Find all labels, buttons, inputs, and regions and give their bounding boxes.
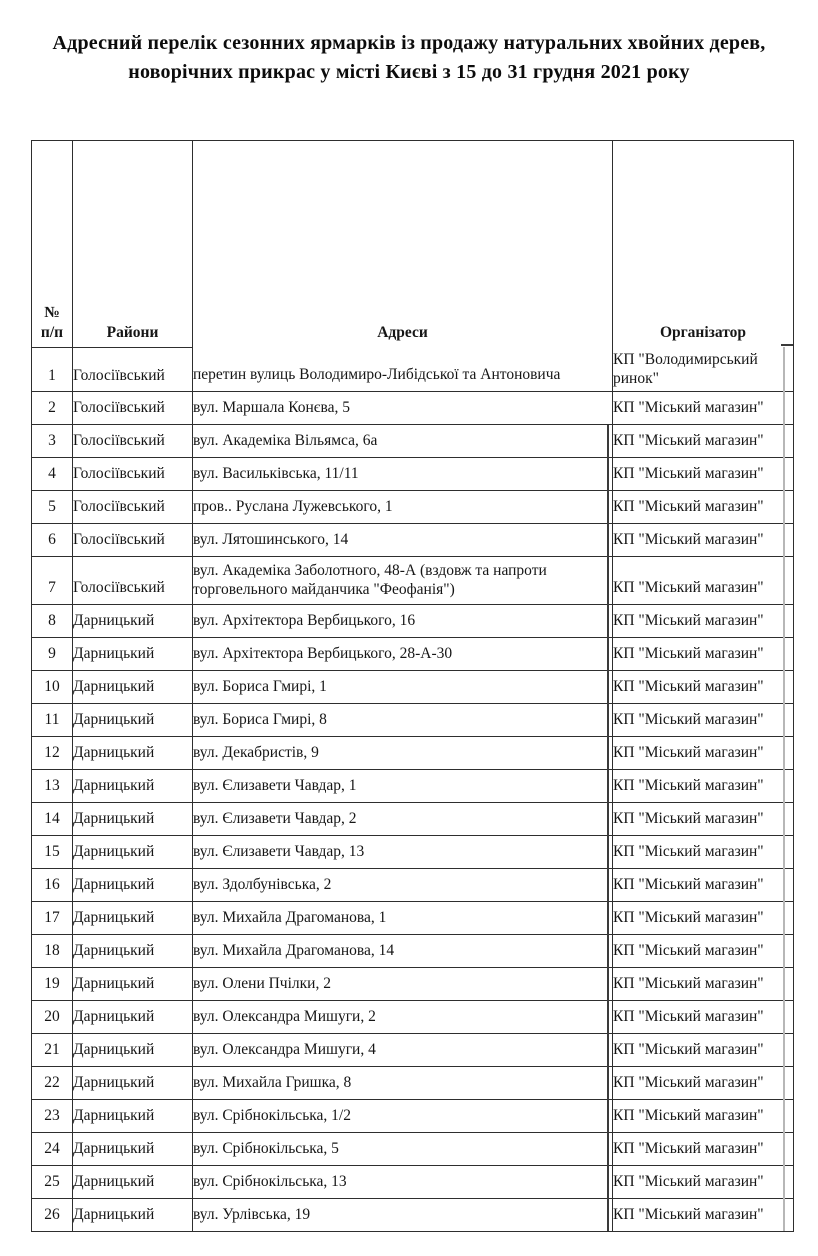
address-cell: вул. Маршала Конєва, 5 xyxy=(193,392,613,425)
row-number-cell: 25 xyxy=(32,1166,73,1199)
address-cell: вул. Васильківська, 11/11 xyxy=(193,458,613,491)
organizer-cell: КП "Міський магазин" xyxy=(613,1133,794,1166)
row-number-cell: 1 xyxy=(32,348,73,392)
district-cell: Дарницький xyxy=(73,770,193,803)
district-cell: Голосіївський xyxy=(73,458,193,491)
header-organizer: Організатор xyxy=(613,141,794,348)
district-cell: Дарницький xyxy=(73,1001,193,1034)
district-cell: Голосіївський xyxy=(73,425,193,458)
address-cell: вул. Срібнокільська, 5 xyxy=(193,1133,613,1166)
row-number-cell: 5 xyxy=(32,491,73,524)
district-cell: Голосіївський xyxy=(73,524,193,557)
row-number-cell: 22 xyxy=(32,1067,73,1100)
district-cell: Дарницький xyxy=(73,605,193,638)
table-row xyxy=(32,425,794,458)
header-num-line1: № xyxy=(44,304,60,322)
organizer-cell: КП "Міський магазин" xyxy=(613,671,794,704)
table-row xyxy=(32,557,794,605)
organizer-cell: КП "Міський магазин" xyxy=(613,1067,794,1100)
header-row xyxy=(32,141,794,348)
document-title: Адресний перелік сезонних ярмарків із продажу натуральних хвойних дерев, новорічних прикрас у місті Києві з 15 до 31 грудня 2021 року xyxy=(52,32,766,83)
fairs-table-body xyxy=(32,348,794,1232)
organizer-cell: КП "Володимирський ринок" xyxy=(613,348,794,392)
row-number-cell: 26 xyxy=(32,1199,73,1232)
row-number-cell: 18 xyxy=(32,935,73,968)
address-cell: вул. Єлизавети Чавдар, 1 xyxy=(193,770,613,803)
table-row xyxy=(32,638,794,671)
address-cell: вул. Декабристів, 9 xyxy=(193,737,613,770)
address-cell: вул. Урлівська, 19 xyxy=(193,1199,613,1232)
row-number-cell: 23 xyxy=(32,1100,73,1133)
district-cell: Голосіївський xyxy=(73,348,193,392)
district-cell: Дарницький xyxy=(73,1133,193,1166)
address-cell: вул. Лятошинського, 14 xyxy=(193,524,613,557)
district-cell: Дарницький xyxy=(73,935,193,968)
address-cell: вул. Архітектора Вербицького, 16 xyxy=(193,605,613,638)
organizer-cell: КП "Міський магазин" xyxy=(613,737,794,770)
row-number-cell: 20 xyxy=(32,1001,73,1034)
district-cell: Дарницький xyxy=(73,1067,193,1100)
address-cell: вул. Бориса Гмирі, 8 xyxy=(193,704,613,737)
organizer-cell: КП "Міський магазин" xyxy=(613,1034,794,1067)
district-cell: Дарницький xyxy=(73,1100,193,1133)
district-cell: Дарницький xyxy=(73,638,193,671)
organizer-cell: КП "Міський магазин" xyxy=(613,524,794,557)
address-cell: вул. Михайла Гришка, 8 xyxy=(193,1067,613,1100)
organizer-cell: КП "Міський магазин" xyxy=(613,1001,794,1034)
organizer-cell: КП "Міський магазин" xyxy=(613,869,794,902)
scan-artifact-gray-strip xyxy=(783,347,785,1231)
row-number-cell: 3 xyxy=(32,425,73,458)
address-cell: вул. Олени Пчілки, 2 xyxy=(193,968,613,1001)
organizer-cell: КП "Міський магазин" xyxy=(613,935,794,968)
organizer-cell: КП "Міський магазин" xyxy=(613,392,794,425)
district-cell: Дарницький xyxy=(73,902,193,935)
row-number-cell: 6 xyxy=(32,524,73,557)
address-cell: вул. Михайла Драгоманова, 1 xyxy=(193,902,613,935)
district-cell: Дарницький xyxy=(73,836,193,869)
address-cell: перетин вулиць Володимиро-Либідської та Антоновича xyxy=(193,348,613,392)
address-cell: вул. Бориса Гмирі, 1 xyxy=(193,671,613,704)
fairs-table xyxy=(31,140,794,1232)
table-row xyxy=(32,1166,794,1199)
scan-artifact-tick xyxy=(781,344,793,346)
address-cell: вул. Архітектора Вербицького, 28-А-30 xyxy=(193,638,613,671)
table-row xyxy=(32,704,794,737)
address-cell: вул. Срібнокільська, 1/2 xyxy=(193,1100,613,1133)
district-cell: Дарницький xyxy=(73,968,193,1001)
address-cell: вул. Срібнокільська, 13 xyxy=(193,1166,613,1199)
row-number-cell: 16 xyxy=(32,869,73,902)
row-number-cell: 13 xyxy=(32,770,73,803)
row-number-cell: 21 xyxy=(32,1034,73,1067)
row-number-cell: 19 xyxy=(32,968,73,1001)
organizer-cell: КП "Міський магазин" xyxy=(613,557,794,605)
row-number-cell: 7 xyxy=(32,557,73,605)
district-cell: Дарницький xyxy=(73,737,193,770)
table-row xyxy=(32,1067,794,1100)
organizer-cell: КП "Міський магазин" xyxy=(613,425,794,458)
table-row xyxy=(32,348,794,392)
table-row xyxy=(32,1034,794,1067)
address-cell: вул. Михайла Драгоманова, 14 xyxy=(193,935,613,968)
row-number-cell: 8 xyxy=(32,605,73,638)
organizer-cell: КП "Міський магазин" xyxy=(613,1100,794,1133)
table-row xyxy=(32,770,794,803)
district-cell: Дарницький xyxy=(73,671,193,704)
table-row xyxy=(32,869,794,902)
table-row xyxy=(32,836,794,869)
organizer-cell: КП "Міський магазин" xyxy=(613,803,794,836)
organizer-cell: КП "Міський магазин" xyxy=(613,770,794,803)
district-cell: Дарницький xyxy=(73,1034,193,1067)
address-cell: вул. Академіка Заболотного, 48-А (вздовж та напроти торговельного майданчика "Феофанія") xyxy=(193,557,613,605)
row-number-cell: 11 xyxy=(32,704,73,737)
address-cell: вул. Олександра Мишуги, 4 xyxy=(193,1034,613,1067)
table-row xyxy=(32,1199,794,1232)
table-row xyxy=(32,392,794,425)
header-districts: Райони xyxy=(73,141,193,348)
district-cell: Голосіївський xyxy=(73,491,193,524)
table-row xyxy=(32,803,794,836)
organizer-cell: КП "Міський магазин" xyxy=(613,491,794,524)
organizer-cell: КП "Міський магазин" xyxy=(613,605,794,638)
district-cell: Дарницький xyxy=(73,704,193,737)
table-row xyxy=(32,605,794,638)
organizer-cell: КП "Міський магазин" xyxy=(613,638,794,671)
table-row xyxy=(32,935,794,968)
district-cell: Голосіївський xyxy=(73,392,193,425)
row-number-cell: 15 xyxy=(32,836,73,869)
district-cell: Голосіївський xyxy=(73,557,193,605)
address-cell: вул. Єлизавети Чавдар, 13 xyxy=(193,836,613,869)
organizer-cell: КП "Міський магазин" xyxy=(613,1166,794,1199)
table-row xyxy=(32,524,794,557)
row-number-cell: 14 xyxy=(32,803,73,836)
scan-artifact-inner-line xyxy=(607,425,609,1231)
row-number-cell: 2 xyxy=(32,392,73,425)
row-number-cell: 17 xyxy=(32,902,73,935)
table-row xyxy=(32,671,794,704)
table-row xyxy=(32,458,794,491)
organizer-cell: КП "Міський магазин" xyxy=(613,1199,794,1232)
address-cell: вул. Здолбунівська, 2 xyxy=(193,869,613,902)
organizer-cell: КП "Міський магазин" xyxy=(613,968,794,1001)
district-cell: Дарницький xyxy=(73,869,193,902)
table-row xyxy=(32,1133,794,1166)
row-number-cell: 9 xyxy=(32,638,73,671)
table-row xyxy=(32,968,794,1001)
table-row xyxy=(32,491,794,524)
row-number-cell: 4 xyxy=(32,458,73,491)
address-cell: пров.. Руслана Лужевського, 1 xyxy=(193,491,613,524)
organizer-cell: КП "Міський магазин" xyxy=(613,902,794,935)
address-cell: вул. Олександра Мишуги, 2 xyxy=(193,1001,613,1034)
table-row xyxy=(32,902,794,935)
organizer-cell: КП "Міський магазин" xyxy=(613,836,794,869)
address-cell: вул. Академіка Вільямса, 6а xyxy=(193,425,613,458)
district-cell: Дарницький xyxy=(73,803,193,836)
table-row xyxy=(32,737,794,770)
row-number-cell: 10 xyxy=(32,671,73,704)
organizer-cell: КП "Міський магазин" xyxy=(613,704,794,737)
organizer-cell: КП "Міський магазин" xyxy=(613,458,794,491)
row-number-cell: 12 xyxy=(32,737,73,770)
header-num xyxy=(32,141,73,348)
district-cell: Дарницький xyxy=(73,1166,193,1199)
table-row xyxy=(32,1001,794,1034)
district-cell: Дарницький xyxy=(73,1199,193,1232)
row-number-cell: 24 xyxy=(32,1133,73,1166)
header-addresses: Адреси xyxy=(193,141,613,348)
address-cell: вул. Єлизавети Чавдар, 2 xyxy=(193,803,613,836)
table-row xyxy=(32,1100,794,1133)
header-num-line2: п/п xyxy=(40,323,64,341)
